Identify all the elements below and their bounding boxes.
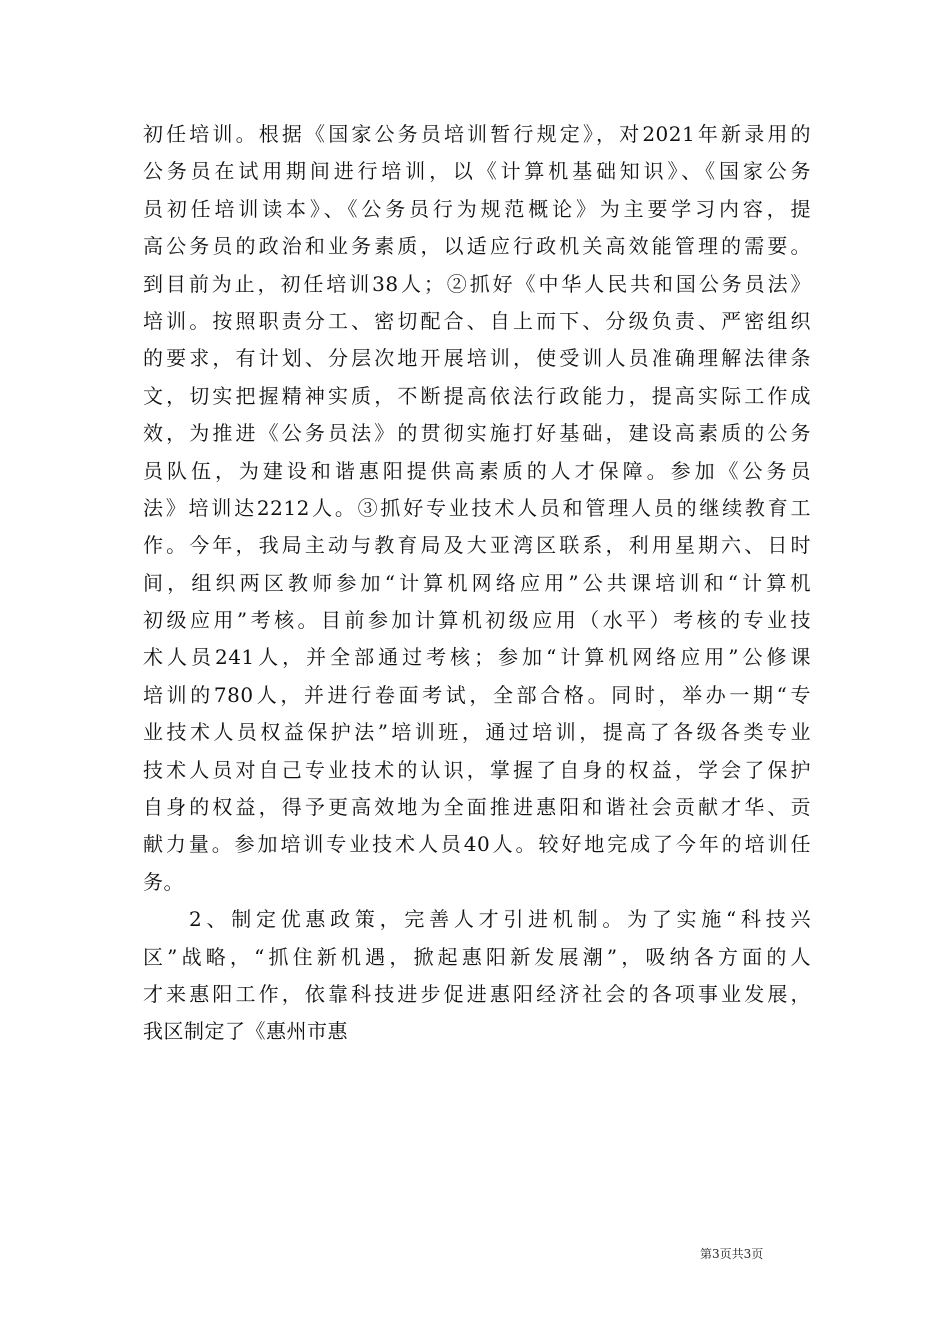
text-line: 献力量。参加培训专业技术人员40人。较好地完成了今年的培训任: [143, 832, 811, 857]
text-line: 作。今年，我局主动与教育局及大亚湾区联系，利用星期六、日时: [143, 533, 811, 558]
text-line: 的要求，有计划、分层次地开展培训，使受训人员准确理解法律条: [143, 346, 811, 371]
text-line: 技术人员对自己专业技术的认识，掌握了自身的权益，学会了保护: [143, 757, 811, 782]
text-line: 自身的权益，得予更高效地为全面推进惠阳和谐社会贡献才华、贡: [143, 795, 811, 820]
text-line: 区”战略，“抓住新机遇，掀起惠阳新发展潮”，吸纳各方面的人: [143, 944, 811, 969]
text-line: 才来惠阳工作，依靠科技进步促进惠阳经济社会的各项事业发展，: [143, 981, 811, 1006]
text-line: 高公务员的政治和业务素质，以适应行政机关高效能管理的需要。: [143, 234, 811, 259]
text-line: 员队伍，为建设和谐惠阳提供高素质的人才保障。参加《公务员: [143, 458, 811, 483]
text-line: 术人员241人，并全部通过考核；参加“计算机网络应用”公修课: [143, 645, 811, 670]
text-line: 培训的780人，并进行卷面考试，全部合格。同时，举办一期“专: [143, 682, 811, 707]
text-line: 我区制定了《惠州市惠: [143, 1019, 348, 1044]
text-line: 到目前为止，初任培训38人；②抓好《中华人民共和国公务员法》: [143, 271, 811, 296]
text-line: 业技术人员权益保护法”培训班，通过培训，提高了各级各类专业: [143, 720, 811, 745]
text-line: 文，切实把握精神实质，不断提高依法行政能力，提高实际工作成: [143, 383, 811, 408]
text-line: 公务员在试用期间进行培训，以《计算机基础知识》、《国家公务: [143, 159, 811, 184]
body-text: [143, 116, 811, 1051]
text-line: 培训。按照职责分工、密切配合、自上而下、分级负责、严密组织: [143, 308, 811, 333]
text-line: 务。: [143, 869, 184, 894]
text-line: 间，组织两区教师参加“计算机网络应用”公共课培训和“计算机: [143, 570, 811, 595]
text-line: 员初任培训读本》、《公务员行为规范概论》为主要学习内容，提: [143, 196, 811, 221]
page-number: 第3页共3页: [700, 1247, 764, 1261]
text-line: 2、制定优惠政策，完善人才引进机制。为了实施“科技兴: [189, 907, 811, 932]
text-line: 初级应用”考核。目前参加计算机初级应用（水平）考核的专业技: [143, 608, 811, 633]
text-line: 初任培训。根据《国家公务员培训暂行规定》，对2021年新录用的: [143, 122, 811, 146]
text-line: 效，为推进《公务员法》的贯彻实施打好基础，建设高素质的公务: [143, 421, 811, 446]
text-line: 法》培训达2212人。③抓好专业技术人员和管理人员的继续教育工: [143, 495, 811, 520]
